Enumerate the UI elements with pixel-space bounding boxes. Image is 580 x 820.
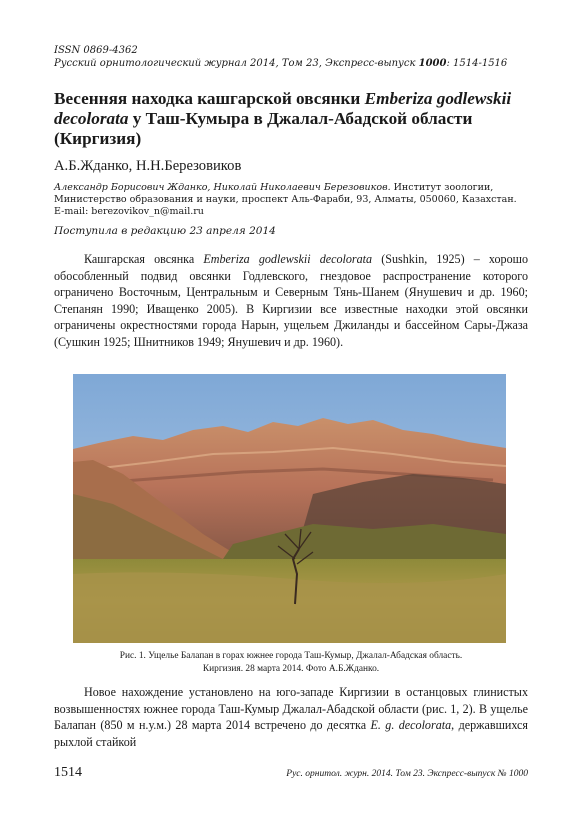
issue-number: 1000	[418, 58, 447, 69]
paragraph-1	[54, 251, 528, 351]
affiliation-names: Александр Борисович Жданко, Николай Николаевич Березовиков.	[54, 182, 391, 193]
journal-pages: : 1514-1516	[446, 58, 508, 69]
paragraph-1-text-a: Кашгарская овсянка	[84, 252, 204, 266]
article-title	[54, 89, 528, 149]
title-latin: Emberiza godlewskii decolorata	[54, 89, 512, 128]
page-footer	[54, 765, 528, 785]
paragraph-1-text-b: (Sushkin, 1925) – хорошо обособленный подвид овсянки Годлевского, гнездовое распространение которого ограничено Восточным, Центральным и Северным Тянь-Шанем (Янушевич и др. 1960; Степанян 1990; Иващенко 2005). В Киргизии все известные находки этой овсянки ограничены окрестностями города Нарын, ущельем Джиланды и бассейном Сары-Джаза (Сушкин 1925; Шнитников 1949; Янушевич и др. 1960).	[54, 252, 528, 349]
landscape-photo	[73, 374, 506, 643]
figure-caption	[54, 650, 528, 676]
issn: ISSN 0869-4362	[54, 45, 138, 56]
paragraph-2	[54, 684, 528, 750]
title-part2: у Таш-Кумыра в Джалал-Абадской области (Киргизия)	[54, 109, 473, 148]
title-part1: Весенняя находка кашгарской овсянки	[54, 89, 365, 108]
journal-prefix: Русский орнитологический журнал 2014, Том 23, Экспресс-выпуск	[54, 58, 419, 69]
affiliation-institute: Институт зоологии, Министерство образования и науки, проспект Аль-Фараби, 93, Алматы, 050060, Казахстан.	[54, 182, 517, 205]
journal-line	[54, 57, 528, 70]
received-date: Поступила в редакцию 23 апреля 2014	[54, 225, 276, 237]
caption-line-1: Рис. 1. Ущелье Балапан в горах южнее города Таш-Кумыр, Джалал-Абадская область.	[119, 651, 463, 661]
paragraph-1-latin: Emberiza godlewskii decolorata	[203, 252, 373, 266]
affiliation	[54, 182, 528, 218]
paragraph-2-latin: E. g. decolorata	[370, 718, 452, 733]
paragraph-2-text-a: Новое нахождение установлено на юго-западе Киргизии в останцовых глинистых возвышенностях южнее города Таш-Кумыр Джалал-Абадской области (рис. 1, 2). В ущелье Балапан (850 м н.у.м.) 28 марта 2014 встречено до десятка	[54, 685, 528, 733]
paragraph-2-text-b: , державшихся рыхлой стайкой	[54, 718, 528, 749]
affiliation-email: E-mail: berezovikov_n@mail.ru	[54, 206, 204, 217]
page-number: 1514	[54, 765, 82, 780]
caption-line-2: Киргизия. 28 марта 2014. Фото А.Б.Жданко.	[202, 664, 380, 674]
authors: А.Б.Жданко, Н.Н.Березовиков	[54, 158, 242, 174]
figure-photo	[73, 374, 506, 643]
footer-reference: Рус. орнитол. журн. 2014. Том 23. Экспресс-выпуск № 1000	[286, 769, 528, 779]
page-content	[54, 44, 528, 351]
